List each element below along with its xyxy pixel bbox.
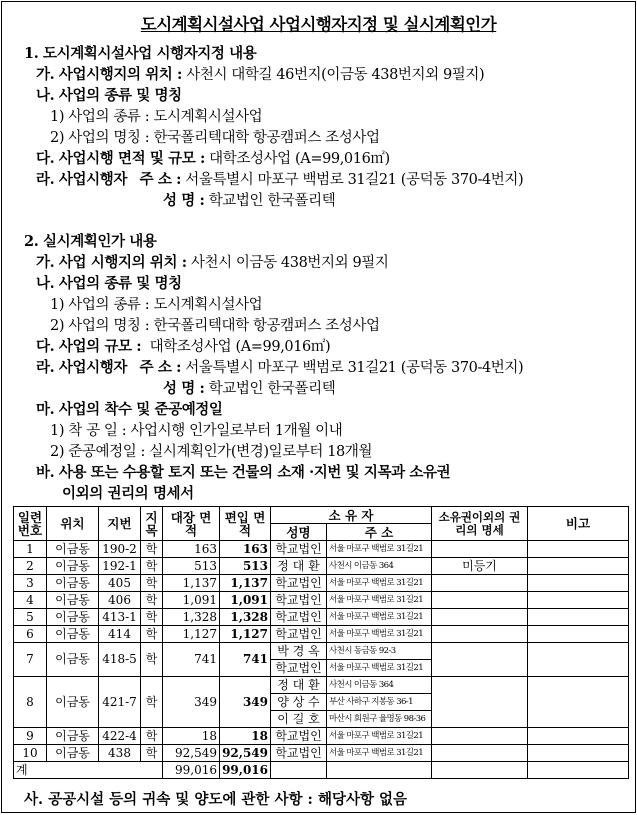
row-note: [528, 609, 629, 626]
total-empty-cell: [327, 762, 432, 779]
header-owner: 소 유 자: [271, 507, 432, 524]
table-row: [14, 745, 629, 762]
row-lot: 438: [99, 745, 141, 762]
row-owner-name: 학교법인: [271, 728, 327, 745]
row-ledger-area: 513: [163, 558, 220, 575]
header-owner-address: 주 소: [327, 524, 432, 541]
header-rights: 소유권이외의 권리의 명세: [432, 507, 528, 541]
row-owner-address: 서울 마포구 백범로 31길21: [327, 660, 432, 677]
sec1-location-label: 가. 사업시행지의 위치 :: [36, 66, 183, 83]
total-empty-cell: [528, 762, 629, 779]
row-rights: 미등기: [432, 558, 528, 575]
row-category: 학: [141, 575, 163, 592]
sec2-scale-value: 대학조성사업 (A=99,016㎡): [149, 339, 331, 355]
row-location: 이금동: [47, 609, 99, 626]
row-included-area: 92,549: [220, 745, 271, 762]
row-ledger-area: 349: [163, 677, 220, 728]
total-included-area: 99,016: [220, 762, 271, 779]
row-owner-name: 학교법인: [271, 541, 327, 558]
sec1-address-label: 주 소 :: [139, 171, 182, 188]
sec1-operator-line: [36, 168, 523, 189]
sec2-location-label: 가. 사업 시행지의 위치 :: [36, 254, 187, 271]
sec2-start-date: 1) 착 공 일 : 사업시행 인가일로부터 1개월 이내: [50, 423, 343, 439]
sec1-kind: 1) 사업의 종류 : 도시계획시설사업: [50, 109, 263, 125]
row-owner-address: 서울 마포구 백범로 31길21: [327, 609, 432, 626]
row-ledger-area: 1,127: [163, 626, 220, 643]
header-ledger-area: 대장 면적: [163, 507, 220, 541]
row-owner-address: 부산 사하구 지봉동 36-1: [327, 694, 432, 711]
total-empty-cell: [271, 762, 327, 779]
sec2-schedule-label: 마. 사업의 착수 및 준공예정일: [36, 401, 223, 418]
row-owner-address: 마산시 회원구 율명동 98-36: [327, 711, 432, 728]
sec1-area-value: 대학조성사업 (A=99,016㎡): [209, 151, 390, 167]
row-rights: [432, 609, 528, 626]
row-lot: 422-4: [99, 728, 141, 745]
table-row: [14, 626, 629, 643]
row-included-area: 1,127: [220, 626, 271, 643]
row-rights: [432, 541, 528, 558]
sec2-completion-date: 2) 준공예정일 : 실시계획인가(변경)일로부터 18개월: [50, 444, 373, 460]
table-row: [14, 609, 629, 626]
row-owner-name: 정 대 환: [271, 677, 327, 694]
row-category: 학: [141, 728, 163, 745]
row-ledger-area: 163: [163, 541, 220, 558]
row-number: 4: [14, 592, 47, 609]
row-owner-name: 학교법인: [271, 660, 327, 677]
row-note: [528, 643, 629, 677]
row-note: [528, 728, 629, 745]
row-category: 학: [141, 609, 163, 626]
sec1-kind-label: 나. 사업의 종류 및 명칭: [36, 87, 182, 104]
sec1-project-name: 2) 사업의 명칭 : 한국폴리텍대학 항공캠퍼스 조성사업: [50, 130, 380, 146]
sec2-operator-label: 라. 사업시행자: [36, 359, 127, 376]
row-included-area: 1,091: [220, 592, 271, 609]
row-lot: 413-1: [99, 609, 141, 626]
row-location: 이금동: [47, 677, 99, 728]
row-rights: [432, 626, 528, 643]
table-row: [14, 592, 629, 609]
row-owner-name: 박 경 옥: [271, 643, 327, 660]
sec2-location-value: 사천시 이금동 438번지외 9필지: [190, 255, 389, 271]
row-note: [528, 745, 629, 762]
row-location: 이금동: [47, 558, 99, 575]
row-number: 8: [14, 677, 47, 728]
row-rights: [432, 728, 528, 745]
row-note: [528, 626, 629, 643]
row-ledger-area: 1,137: [163, 575, 220, 592]
row-note: [528, 592, 629, 609]
row-included-area: 741: [220, 643, 271, 677]
row-number: 6: [14, 626, 47, 643]
row-owner-name: 학교법인: [271, 626, 327, 643]
row-included-area: 513: [220, 558, 271, 575]
row-note: [528, 575, 629, 592]
row-number: 1: [14, 541, 47, 558]
total-ledger-area: 99,016: [163, 762, 220, 779]
row-owner-address: 사천시 이금동 364: [327, 677, 432, 694]
sec2-location-line: [36, 251, 388, 272]
table-row: [14, 677, 629, 694]
sec1-name-line: [163, 189, 335, 210]
sec2-name-label: 성 명 :: [163, 380, 205, 397]
row-lot: 192-1: [99, 558, 141, 575]
row-category: 학: [141, 643, 163, 677]
row-included-area: 349: [220, 677, 271, 728]
header-owner-name: 성명: [271, 524, 327, 541]
row-included-area: 1,328: [220, 609, 271, 626]
row-location: 이금동: [47, 575, 99, 592]
table-total-row: [14, 762, 629, 779]
row-location: 이금동: [47, 745, 99, 762]
document-page: [1, 1, 636, 813]
table-row: [14, 558, 629, 575]
row-rights: [432, 575, 528, 592]
sec2-kind-label: 나. 사업의 종류 및 명칭: [36, 275, 182, 292]
sec2-address-value: 서울특별시 마포구 백범로 31길21 (공덕동 370-4번지): [185, 360, 524, 376]
row-number: 7: [14, 643, 47, 677]
row-owner-address: 사천시 동금동 92-3: [327, 643, 432, 660]
land-table: [13, 506, 629, 779]
row-note: [528, 558, 629, 575]
row-owner-name: 학교법인: [271, 592, 327, 609]
public-facility-note: 사. 공공시설 등의 귀속 및 양도에 관한 사항 : 해당사항 없음: [24, 791, 408, 808]
row-ledger-area: 1,328: [163, 609, 220, 626]
row-location: 이금동: [47, 541, 99, 558]
sec2-name-line: [163, 377, 335, 398]
header-location: 위치: [47, 507, 99, 541]
table-row: [14, 541, 629, 558]
row-number: 3: [14, 575, 47, 592]
row-lot: 421-7: [99, 677, 141, 728]
header-lot: 지번: [99, 507, 141, 541]
row-lot: 190-2: [99, 541, 141, 558]
land-table-body: [14, 541, 629, 779]
row-owner-name: 학교법인: [271, 745, 327, 762]
row-number: 5: [14, 609, 47, 626]
total-label: 계: [14, 762, 163, 779]
row-location: 이금동: [47, 643, 99, 677]
table-row: [14, 728, 629, 745]
row-ledger-area: 92,549: [163, 745, 220, 762]
row-ledger-area: 1,091: [163, 592, 220, 609]
header-category: 지 목: [141, 507, 163, 541]
sec1-heading: 1. 도시계획시설사업 시행자지정 내용: [24, 45, 257, 62]
sec1-address-value: 서울특별시 마포구 백범로 31길21 (공덕동 370-4번지): [185, 172, 524, 188]
row-owner-name: 학교법인: [271, 575, 327, 592]
row-owner-name: 양 상 수: [271, 694, 327, 711]
row-number: 2: [14, 558, 47, 575]
row-category: 학: [141, 677, 163, 728]
row-number: 10: [14, 745, 47, 762]
sec2-address-label: 주 소 :: [139, 359, 182, 376]
row-owner-name: 정 대 환: [271, 558, 327, 575]
sec1-area-line: [36, 147, 390, 168]
row-note: [528, 541, 629, 558]
sec2-scale-label: 다. 사업의 규모 :: [36, 338, 142, 355]
row-lot: 405: [99, 575, 141, 592]
row-rights: [432, 745, 528, 762]
sec2-heading: 2. 실시계획인가 내용: [24, 233, 157, 250]
row-lot: 418-5: [99, 643, 141, 677]
row-ledger-area: 741: [163, 643, 220, 677]
sec2-scale-line: [36, 335, 330, 356]
table-row: [14, 575, 629, 592]
row-category: 학: [141, 745, 163, 762]
row-rights: [432, 592, 528, 609]
row-owner-address: 서울 마포구 백범로 31길21: [327, 592, 432, 609]
sec1-operator-label: 라. 사업시행자: [36, 171, 127, 188]
row-owner-address: 사천시 이금동 364: [327, 558, 432, 575]
row-owner-address: 서울 마포구 백범로 31길21: [327, 745, 432, 762]
header-included-area: 편입 면적: [220, 507, 271, 541]
table-row: [14, 643, 629, 660]
row-location: 이금동: [47, 728, 99, 745]
sec2-land-heading-1: 바. 사용 또는 수용할 토지 또는 건물의 소재 ·지번 및 지목과 소유권: [36, 464, 451, 481]
header-no: 일련 번호: [14, 507, 47, 541]
row-rights: [432, 677, 528, 728]
row-included-area: 163: [220, 541, 271, 558]
sec2-name-value: 학교법인 한국폴리텍: [208, 381, 336, 397]
row-owner-name: 학교법인: [271, 609, 327, 626]
row-note: [528, 677, 629, 728]
sec2-land-heading-2: 이외의 권리의 명세서: [62, 485, 194, 502]
row-lot: 414: [99, 626, 141, 643]
row-owner-name: 이 길 호: [271, 711, 327, 728]
row-category: 학: [141, 592, 163, 609]
row-location: 이금동: [47, 626, 99, 643]
row-included-area: 1,137: [220, 575, 271, 592]
row-lot: 406: [99, 592, 141, 609]
row-ledger-area: 18: [163, 728, 220, 745]
sec1-location-line: [36, 63, 484, 84]
total-empty-cell: [432, 762, 528, 779]
sec1-area-label: 다. 사업시행 면적 및 규모 :: [36, 150, 205, 167]
row-category: 학: [141, 541, 163, 558]
sec2-kind: 1) 사업의 종류 : 도시계획시설사업: [50, 297, 263, 313]
row-owner-address: 서울 마포구 백범로 31길21: [327, 728, 432, 745]
sec2-operator-line: [36, 356, 523, 377]
row-rights: [432, 643, 528, 677]
sec2-project-name: 2) 사업의 명칭 : 한국폴리텍대학 항공캠퍼스 조성사업: [50, 318, 380, 334]
sec1-name-value: 학교법인 한국폴리텍: [208, 193, 336, 209]
sec1-name-label: 성 명 :: [163, 192, 205, 209]
sec1-location-value: 사천시 대학길 46번지(이금동 438번지외 9필지): [186, 67, 485, 83]
document-title: 도시계획시설사업 사업시행자지정 및 실시계획인가: [140, 15, 497, 34]
row-included-area: 18: [220, 728, 271, 745]
row-location: 이금동: [47, 592, 99, 609]
header-note: 비고: [528, 507, 629, 541]
row-number: 9: [14, 728, 47, 745]
row-category: 학: [141, 558, 163, 575]
row-owner-address: 서울 마포구 백범로 31길21: [327, 541, 432, 558]
row-owner-address: 서울 마포구 백범로 31길21: [327, 626, 432, 643]
row-owner-address: 서울 마포구 백범로 31길21: [327, 575, 432, 592]
row-category: 학: [141, 626, 163, 643]
